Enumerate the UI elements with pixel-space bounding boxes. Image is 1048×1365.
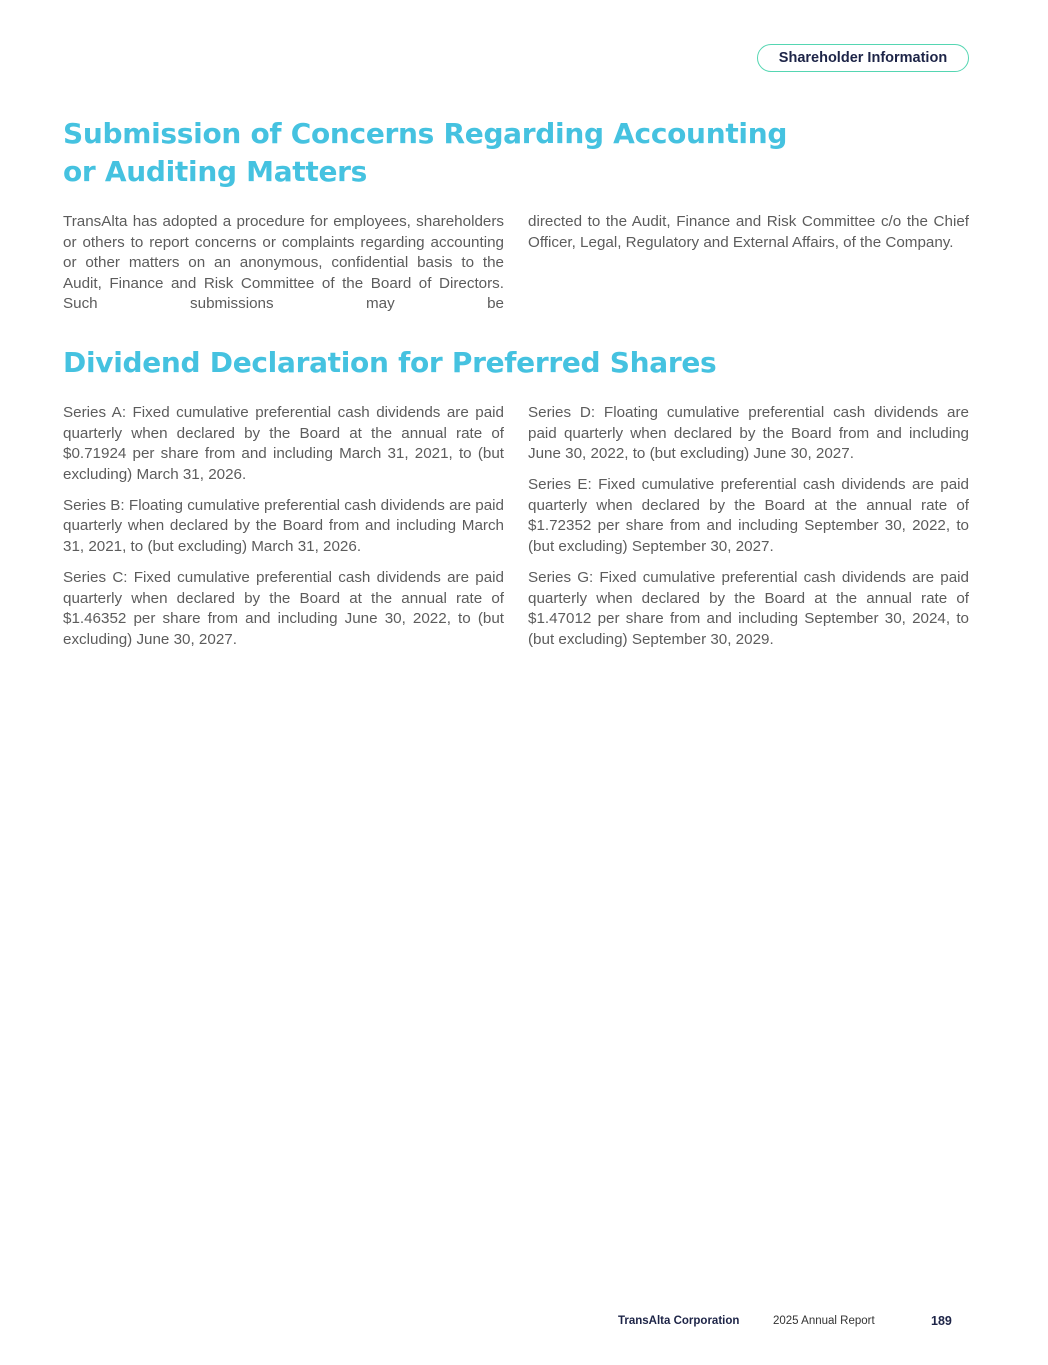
series-c-paragraph: Series C: Fixed cumulative preferential cash dividends are paid quarterly when declared by the Board at the annual rate of $1.46352 per share from and including June 30, 2022, to (but excluding) June 30, 2027.	[63, 569, 504, 648]
concerns-paragraph-right: directed to the Audit, Finance and Risk Committee c/o the Chief Officer, Legal, Regulatory and External Affairs, of the Company.	[528, 213, 969, 251]
concerns-left-column	[63, 212, 504, 325]
concerns-heading: Submission of Concerns Regarding Accounting or Auditing Matters	[63, 117, 788, 188]
footer-company: TransAlta Corporation	[618, 1315, 740, 1327]
section-label-badge: Shareholder Information	[757, 44, 969, 72]
dividends-left-column	[63, 403, 504, 661]
dividends-right-column	[528, 403, 969, 661]
concerns-paragraph-left: TransAlta has adopted a procedure for employees, shareholders or others to report concerns or complaints regarding accounting or other matters on an anonymous, confidential basis to the Audit, Finance and Risk Committee of the Board of Directors. Such submissions may be	[63, 213, 504, 313]
series-a-paragraph: Series A: Fixed cumulative preferential cash dividends are paid quarterly when declared by the Board at the annual rate of $0.71924 per share from and including March 31, 2021, to (but excluding) March 31, 2026.	[63, 404, 504, 483]
series-g-paragraph: Series G: Fixed cumulative preferential cash dividends are paid quarterly when declared by the Board at the annual rate of $1.47012 per share from and including September 30, 2024, to (but excluding) September 30, 2029.	[528, 569, 969, 648]
concerns-right-column	[528, 212, 969, 264]
page-number: 189	[931, 1314, 952, 1328]
series-b-paragraph: Series B: Floating cumulative preferential cash dividends are paid quarterly when declared by the Board from and including March 31, 2021, to (but excluding) March 31, 2026.	[63, 496, 504, 556]
dividends-heading: Dividend Declaration for Preferred Shares	[63, 346, 717, 379]
series-d-paragraph: Series D: Floating cumulative preferential cash dividends are paid quarterly when declared by the Board from and including June 30, 2022, to (but excluding) June 30, 2027.	[528, 404, 969, 463]
series-e-paragraph: Series E: Fixed cumulative preferential cash dividends are paid quarterly when declared by the Board at the annual rate of $1.72352 per share from and including September 30, 2022, to (but excluding) September 30, 2027.	[528, 476, 969, 556]
footer-report-title: 2025 Annual Report	[773, 1315, 875, 1327]
